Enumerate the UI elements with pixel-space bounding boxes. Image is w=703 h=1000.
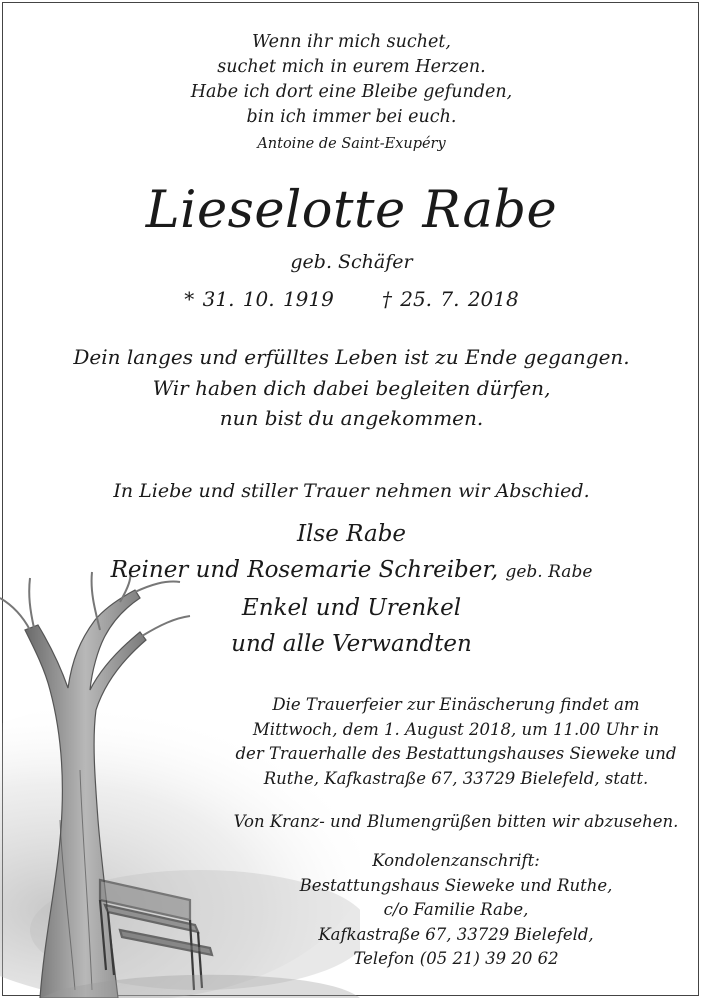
death-date: † 25. 7. 2018 [381,287,519,311]
farewell-line: In Liebe und stiller Trauer nehmen wir Abschied. [113,480,590,502]
quote-line: Habe ich dort eine Bleibe gefunden, [190,82,513,102]
mourner-name: und alle Verwandten [231,631,472,657]
verse-line: Dein langes und erfülltes Leben ist zu Ende gegangen. [73,345,630,369]
mourner-couple: Reiner und Rosemarie Schreiber, [110,557,499,583]
service-line: Ruthe, Kafkastraße 67, 33729 Bielefeld, statt. [263,768,649,788]
service-notice [212,693,700,791]
service-line: der Trauerhalle des Bestattungshauses Sieweke und [235,744,677,763]
service-line: Die Trauerfeier zur Einäscherung findet am [272,695,640,714]
condolence-address [212,849,700,972]
condolence-line: Bestattungshaus Sieweke und Ruthe, [299,875,613,895]
condolence-phone: Telefon (05 21) 39 20 62 [353,949,559,968]
quote-line: Wenn ihr mich suchet, [252,32,451,52]
mourner-name: Enkel und Urenkel [241,595,462,621]
condolence-line: Kondolenzanschrift: [372,851,540,870]
condolence-line: c/o Familie Rabe, [383,900,529,919]
life-dates [0,284,703,314]
quote-author: Antoine de Saint-Exupéry [257,136,446,152]
birth-name: geb. Schäfer [290,251,413,273]
quote-line: suchet mich in eurem Herzen. [217,57,486,77]
verse-line: nun bist du angekommen. [219,406,484,430]
deceased-name: Lieselotte Rabe [145,181,558,240]
opening-quote [0,30,703,158]
mourner-nee: geb. Rabe [505,562,593,582]
memorial-verse [0,342,703,434]
mourners-list [0,516,703,662]
service-line: Mittwoch, dem 1. August 2018, um 11.00 Uhr in [252,719,660,739]
condolence-line: Kafkastraße 67, 33729 Bielefeld, [318,924,594,944]
quote-line: bin ich immer bei euch. [246,107,457,127]
mourner-name: Ilse Rabe [296,521,407,547]
verse-line: Wir haben dich dabei begleiten dürfen, [152,375,551,400]
flowers-note: Von Kranz- und Blumengrüßen bitten wir abzusehen. [233,812,679,831]
birth-date: * 31. 10. 1919 [184,287,334,311]
mourner-name [0,552,703,590]
